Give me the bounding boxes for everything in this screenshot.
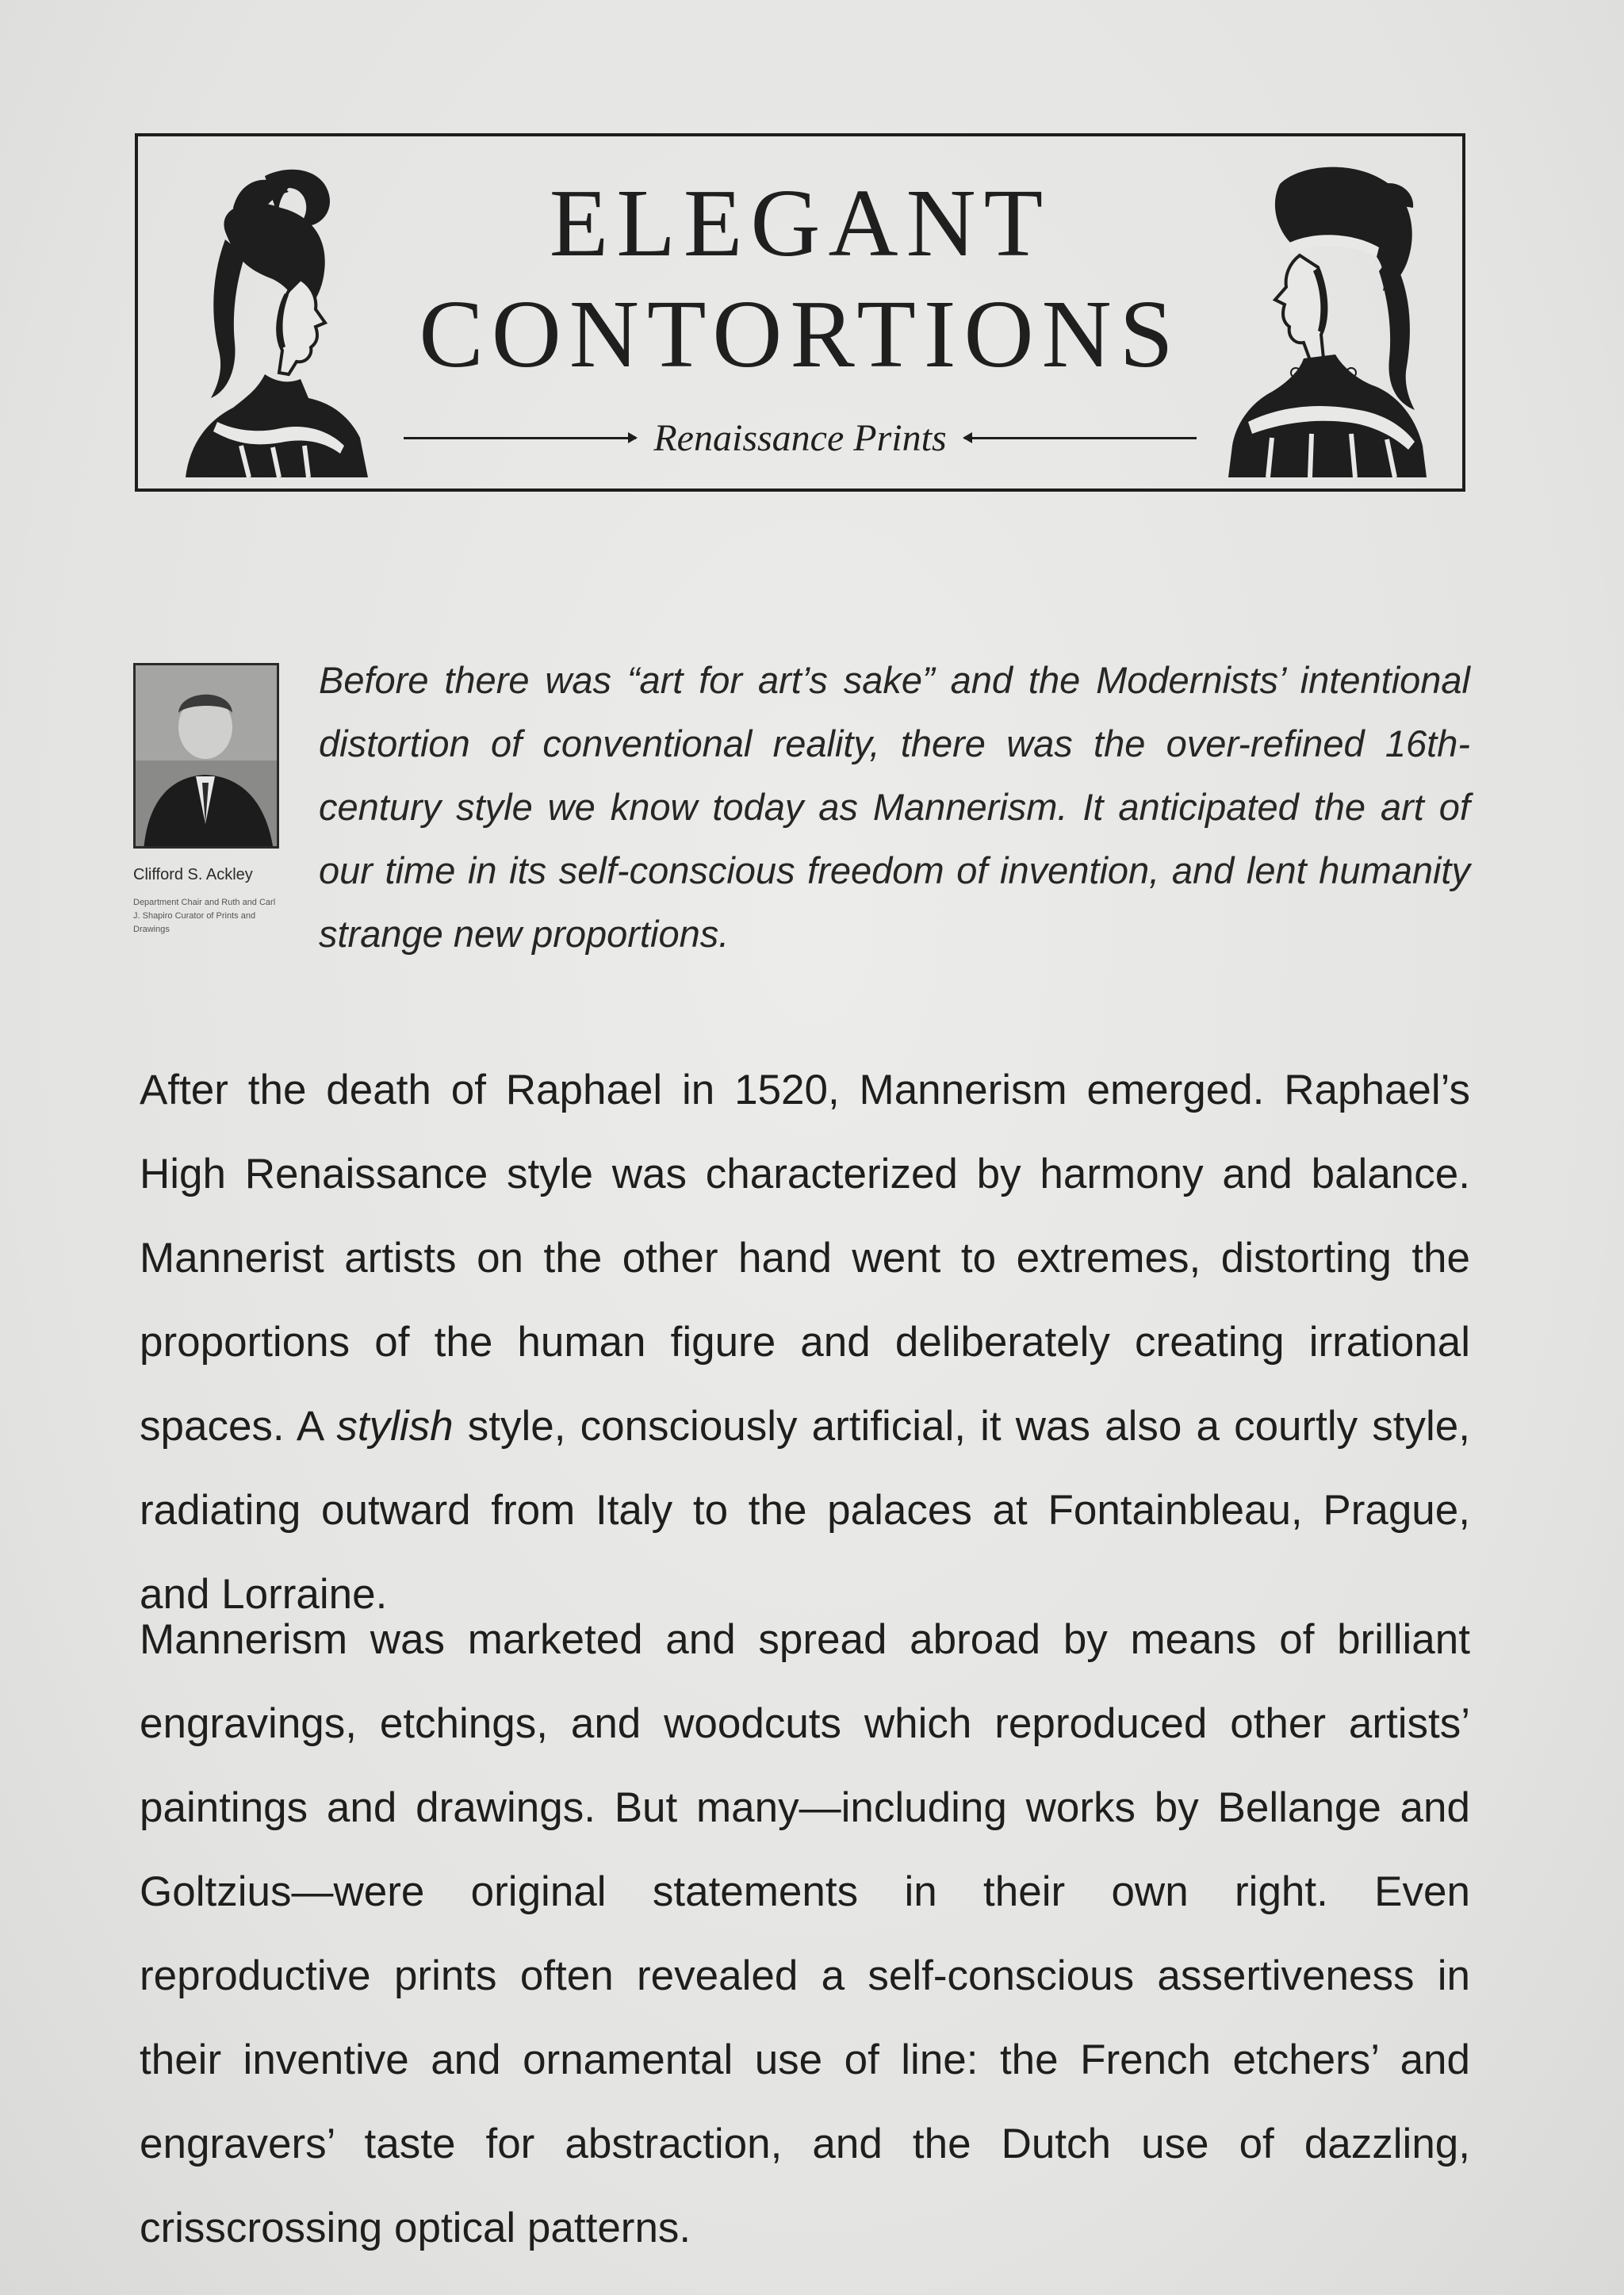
curator-name: Clifford S. Ackley [133, 866, 253, 883]
intro-paragraph: Before there was “art for art’s sake” and the Modernists’ intentional distortion of conventional reality, there was the over-refined 16th-century style we know today as Mannerism. It anticipated the art of our time in its self-conscious freedom of invention, and lent humanity strange new proportions. [319, 659, 1470, 955]
title-line-2: CONTORTIONS [419, 281, 1182, 388]
left-portrait-illustration [170, 160, 376, 489]
title-block [376, 168, 1224, 390]
title-banner [135, 133, 1465, 492]
title-line-1: ELEGANT [549, 170, 1051, 277]
curator-role: Department Chair and Ruth and Carl J. Shapiro Curator of Prints and Drawings [133, 898, 276, 934]
body-paragraph-2: Mannerism was marketed and spread abroad by means of brilliant engravings, etchings, and woodcuts which reproduced other artists’ paintings and drawings. But many—including works by Bellange and Goltzius—were original statements in their own right. Even reproductive prints often revealed a self-conscious assertiveness in their inventive and ornamental use of line: the French etchers’ and engravers’ taste for abstraction, and the Dutch use of dazzling, crisscrossing optical patterns. [140, 1616, 1470, 2251]
body-paragraph-1-start: After the death of Raphael in 1520, Mannerism emerged. Raphael’s High Renaissance style was characterized by harmony and balance. Mannerist artists on the other hand went to extremes, distorting the proportions of the human figure and deliberately creating irrational spaces. A [140, 1067, 1470, 1450]
subtitle-rule-left [404, 437, 636, 439]
body-paragraph-1-emphasis: stylish [336, 1403, 454, 1450]
body-paragraph-1-end: style, consciously artificial, it was also a courtly style, radiating outward from Italy to the palaces at Fontainbleau, Prague, and Lorraine. [140, 1403, 1470, 1618]
curator-photo [133, 663, 279, 849]
subtitle: Renaissance Prints [653, 416, 947, 459]
curator-portrait-image [136, 665, 279, 849]
subtitle-rule-right [964, 437, 1197, 439]
right-portrait-illustration [1224, 160, 1431, 489]
subtitle-row [404, 414, 1197, 462]
body-paragraph-1 [140, 1048, 1470, 1637]
